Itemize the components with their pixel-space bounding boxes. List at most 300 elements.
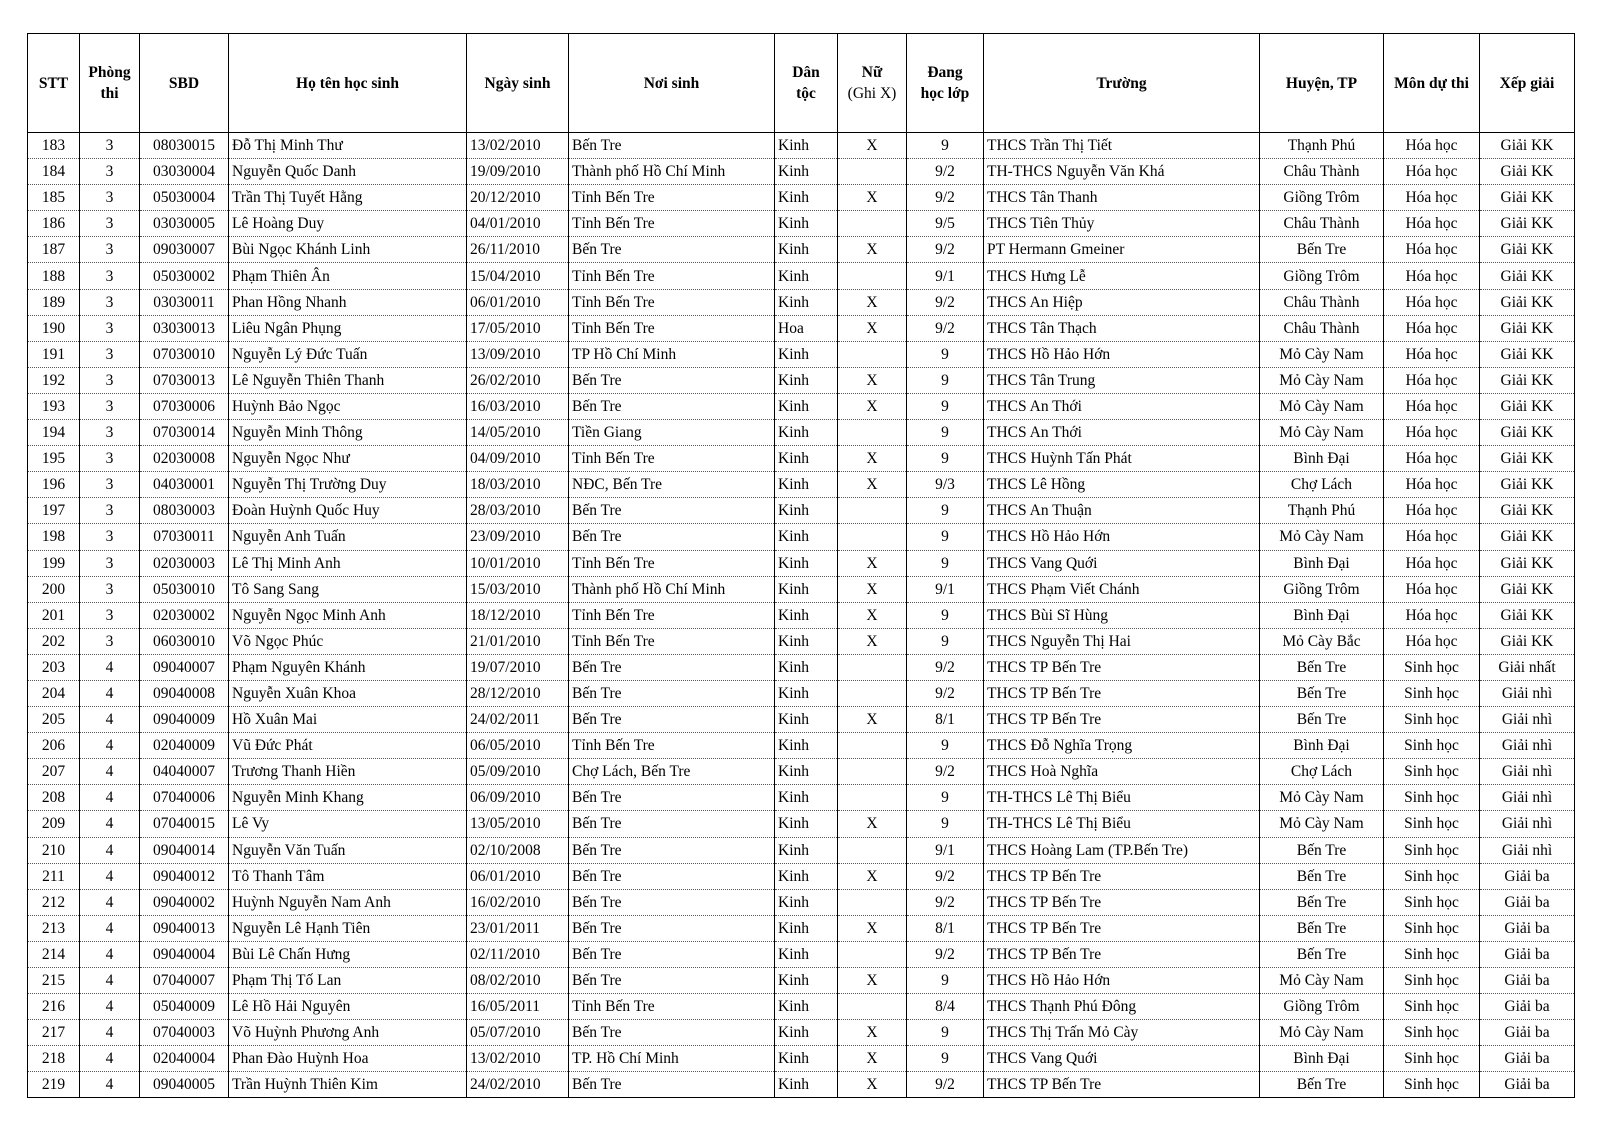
table-row [28,915,1575,941]
cell-ho-ten: Nguyễn Ngọc Minh Anh [229,602,467,628]
table-row [28,707,1575,733]
cell-ho-ten: Trương Thanh Hiền [229,759,467,785]
cell-xep-giai: Giải KK [1480,602,1575,628]
cell-mon-du-thi: Sinh học [1384,889,1480,915]
cell-sbd: 08030015 [140,133,229,159]
table-row [28,576,1575,602]
cell-noi-sinh: Tỉnh Bến Tre [569,628,775,654]
cell-sbd: 09040009 [140,707,229,733]
cell-nu: X [838,133,907,159]
table-row [28,133,1575,159]
cell-noi-sinh: Tỉnh Bến Tre [569,733,775,759]
cell-huyen-tp: Bến Tre [1260,941,1384,967]
cell-truong: THCS TP Bến Tre [984,889,1260,915]
cell-xep-giai: Giải KK [1480,263,1575,289]
cell-huyen-tp: Châu Thành [1260,159,1384,185]
results-table [27,33,1575,1098]
cell-noi-sinh: Bến Tre [569,393,775,419]
cell-nu: X [838,289,907,315]
cell-dan-toc: Kinh [775,1020,838,1046]
cell-phong-thi: 3 [80,315,140,341]
cell-xep-giai: Giải KK [1480,550,1575,576]
cell-sbd: 09040014 [140,837,229,863]
cell-huyen-tp: Bến Tre [1260,707,1384,733]
table-row [28,837,1575,863]
cell-ho-ten: Liêu Ngân Phụng [229,315,467,341]
table-row [28,315,1575,341]
cell-noi-sinh: Bến Tre [569,785,775,811]
cell-stt: 192 [28,367,80,393]
cell-dang-hoc-lop: 9 [907,524,984,550]
cell-nu: X [838,915,907,941]
table-row [28,994,1575,1020]
cell-stt: 213 [28,915,80,941]
cell-xep-giai: Giải ba [1480,915,1575,941]
cell-stt: 201 [28,602,80,628]
cell-dang-hoc-lop: 9/2 [907,289,984,315]
cell-dang-hoc-lop: 9 [907,393,984,419]
cell-ngay-sinh: 28/12/2010 [467,680,569,706]
cell-dan-toc: Kinh [775,420,838,446]
cell-truong: THCS Tiên Thủy [984,211,1260,237]
cell-truong: THCS Thạnh Phú Đông [984,994,1260,1020]
table-row [28,1072,1575,1098]
cell-ngay-sinh: 20/12/2010 [467,185,569,211]
cell-ho-ten: Vũ Đức Phát [229,733,467,759]
cell-nu [838,837,907,863]
cell-xep-giai: Giải KK [1480,211,1575,237]
cell-dang-hoc-lop: 8/1 [907,915,984,941]
cell-dang-hoc-lop: 9 [907,811,984,837]
header-sbd: SBD [140,34,229,133]
cell-xep-giai: Giải KK [1480,393,1575,419]
cell-ngay-sinh: 13/02/2010 [467,1046,569,1072]
cell-phong-thi: 3 [80,341,140,367]
cell-sbd: 05030004 [140,185,229,211]
table-row [28,446,1575,472]
cell-mon-du-thi: Hóa học [1384,628,1480,654]
cell-xep-giai: Giải KK [1480,472,1575,498]
cell-stt: 183 [28,133,80,159]
cell-mon-du-thi: Sinh học [1384,1072,1480,1098]
cell-nu [838,420,907,446]
cell-xep-giai: Giải nhất [1480,654,1575,680]
cell-sbd: 09040002 [140,889,229,915]
cell-dang-hoc-lop: 9 [907,446,984,472]
header-nu [838,34,907,133]
cell-stt: 203 [28,654,80,680]
cell-nu: X [838,393,907,419]
cell-huyen-tp: Châu Thành [1260,289,1384,315]
cell-ngay-sinh: 13/02/2010 [467,133,569,159]
cell-truong: THCS Hoà Nghĩa [984,759,1260,785]
header-noi-sinh: Nơi sinh [569,34,775,133]
header-xep-giai: Xếp giải [1480,34,1575,133]
table-row [28,941,1575,967]
cell-noi-sinh: Tỉnh Bến Tre [569,602,775,628]
cell-mon-du-thi: Hóa học [1384,133,1480,159]
cell-mon-du-thi: Hóa học [1384,576,1480,602]
cell-huyen-tp: Chợ Lách [1260,759,1384,785]
cell-huyen-tp: Bến Tre [1260,837,1384,863]
cell-dang-hoc-lop: 9/2 [907,654,984,680]
cell-noi-sinh: Bến Tre [569,837,775,863]
header-dan-toc [775,34,838,133]
header-truong: Trường [984,34,1260,133]
cell-stt: 188 [28,263,80,289]
cell-ngay-sinh: 14/05/2010 [467,420,569,446]
cell-noi-sinh: Tỉnh Bến Tre [569,263,775,289]
cell-noi-sinh: Bến Tre [569,654,775,680]
cell-phong-thi: 3 [80,211,140,237]
cell-dan-toc: Kinh [775,393,838,419]
cell-noi-sinh: Bến Tre [569,133,775,159]
cell-ho-ten: Nguyễn Quốc Danh [229,159,467,185]
cell-huyen-tp: Bến Tre [1260,915,1384,941]
cell-truong: THCS TP Bến Tre [984,915,1260,941]
cell-truong: THCS Huỳnh Tấn Phát [984,446,1260,472]
cell-truong: THCS An Thới [984,393,1260,419]
cell-dang-hoc-lop: 9/2 [907,863,984,889]
cell-dan-toc: Kinh [775,367,838,393]
header-phong-thi-line2: thi [100,85,119,102]
cell-huyen-tp: Mỏ Cày Nam [1260,393,1384,419]
cell-noi-sinh: Tỉnh Bến Tre [569,994,775,1020]
table-row [28,524,1575,550]
cell-nu: X [838,707,907,733]
cell-dan-toc: Kinh [775,759,838,785]
table-row [28,159,1575,185]
cell-dang-hoc-lop: 9 [907,1046,984,1072]
cell-nu [838,733,907,759]
cell-mon-du-thi: Sinh học [1384,811,1480,837]
cell-nu [838,524,907,550]
cell-sbd: 02030008 [140,446,229,472]
cell-dang-hoc-lop: 9/1 [907,576,984,602]
table-row [28,185,1575,211]
table-row [28,1020,1575,1046]
cell-nu: X [838,1020,907,1046]
cell-phong-thi: 4 [80,759,140,785]
cell-sbd: 05040009 [140,994,229,1020]
cell-mon-du-thi: Hóa học [1384,315,1480,341]
cell-truong: THCS Nguyễn Thị Hai [984,628,1260,654]
cell-nu: X [838,1072,907,1098]
cell-stt: 210 [28,837,80,863]
cell-noi-sinh: Chợ Lách, Bến Tre [569,759,775,785]
cell-stt: 214 [28,941,80,967]
cell-dang-hoc-lop: 9 [907,133,984,159]
cell-huyen-tp: Mỏ Cày Nam [1260,524,1384,550]
cell-mon-du-thi: Hóa học [1384,367,1480,393]
cell-sbd: 02040004 [140,1046,229,1072]
header-ngay-sinh: Ngày sinh [467,34,569,133]
cell-ho-ten: Tô Sang Sang [229,576,467,602]
cell-dang-hoc-lop: 9 [907,1020,984,1046]
cell-xep-giai: Giải KK [1480,289,1575,315]
cell-phong-thi: 4 [80,837,140,863]
cell-sbd: 07040015 [140,811,229,837]
cell-ho-ten: Lê Thị Minh Anh [229,550,467,576]
cell-nu [838,785,907,811]
cell-ngay-sinh: 18/03/2010 [467,472,569,498]
cell-dan-toc: Hoa [775,315,838,341]
cell-sbd: 09040008 [140,680,229,706]
cell-stt: 208 [28,785,80,811]
table-row [28,211,1575,237]
cell-huyen-tp: Giồng Trôm [1260,185,1384,211]
cell-nu: X [838,446,907,472]
cell-ho-ten: Lê Hoàng Duy [229,211,467,237]
cell-sbd: 04040007 [140,759,229,785]
cell-phong-thi: 3 [80,289,140,315]
cell-ho-ten: Bùi Lê Chấn Hưng [229,941,467,967]
cell-dan-toc: Kinh [775,837,838,863]
table-row [28,889,1575,915]
cell-mon-du-thi: Sinh học [1384,707,1480,733]
table-row [28,420,1575,446]
header-dang-hoc-lop-line1: Đang [927,64,963,81]
cell-ngay-sinh: 16/05/2011 [467,994,569,1020]
cell-ngay-sinh: 28/03/2010 [467,498,569,524]
cell-sbd: 07030010 [140,341,229,367]
cell-mon-du-thi: Hóa học [1384,159,1480,185]
cell-sbd: 07030006 [140,393,229,419]
cell-phong-thi: 3 [80,159,140,185]
cell-huyen-tp: Chợ Lách [1260,472,1384,498]
table-row [28,733,1575,759]
cell-stt: 198 [28,524,80,550]
cell-huyen-tp: Bình Đại [1260,1046,1384,1072]
cell-noi-sinh: Bến Tre [569,811,775,837]
cell-nu: X [838,185,907,211]
cell-ho-ten: Nguyễn Thị Trường Duy [229,472,467,498]
cell-noi-sinh: Tỉnh Bến Tre [569,550,775,576]
cell-phong-thi: 4 [80,707,140,733]
cell-mon-du-thi: Sinh học [1384,1046,1480,1072]
cell-phong-thi: 3 [80,472,140,498]
cell-ho-ten: Nguyễn Lý Đức Tuấn [229,341,467,367]
cell-dang-hoc-lop: 9/2 [907,941,984,967]
cell-ngay-sinh: 24/02/2011 [467,707,569,733]
results-sheet [27,33,1574,1098]
cell-phong-thi: 4 [80,785,140,811]
cell-ho-ten: Nguyễn Xuân Khoa [229,680,467,706]
cell-stt: 205 [28,707,80,733]
table-row [28,498,1575,524]
cell-noi-sinh: Tỉnh Bến Tre [569,446,775,472]
cell-nu [838,759,907,785]
cell-stt: 218 [28,1046,80,1072]
cell-xep-giai: Giải KK [1480,446,1575,472]
cell-phong-thi: 3 [80,446,140,472]
cell-sbd: 07040003 [140,1020,229,1046]
cell-ngay-sinh: 23/09/2010 [467,524,569,550]
cell-ngay-sinh: 13/05/2010 [467,811,569,837]
cell-dan-toc: Kinh [775,889,838,915]
cell-dan-toc: Kinh [775,1046,838,1072]
cell-huyen-tp: Mỏ Cày Nam [1260,785,1384,811]
cell-stt: 189 [28,289,80,315]
cell-phong-thi: 3 [80,133,140,159]
cell-ngay-sinh: 05/07/2010 [467,1020,569,1046]
cell-dang-hoc-lop: 9/2 [907,759,984,785]
header-dan-toc-line2: tộc [796,85,816,102]
cell-xep-giai: Giải ba [1480,941,1575,967]
cell-nu: X [838,968,907,994]
cell-xep-giai: Giải KK [1480,367,1575,393]
cell-mon-du-thi: Sinh học [1384,680,1480,706]
cell-dan-toc: Kinh [775,602,838,628]
cell-phong-thi: 3 [80,237,140,263]
cell-huyen-tp: Mỏ Cày Nam [1260,367,1384,393]
cell-truong: PT Hermann Gmeiner [984,237,1260,263]
cell-huyen-tp: Châu Thành [1260,211,1384,237]
cell-xep-giai: Giải KK [1480,341,1575,367]
cell-dan-toc: Kinh [775,472,838,498]
cell-dang-hoc-lop: 9 [907,341,984,367]
cell-xep-giai: Giải ba [1480,994,1575,1020]
cell-xep-giai: Giải nhì [1480,733,1575,759]
cell-dan-toc: Kinh [775,994,838,1020]
cell-ho-ten: Nguyễn Anh Tuấn [229,524,467,550]
cell-noi-sinh: Tỉnh Bến Tre [569,185,775,211]
cell-dan-toc: Kinh [775,733,838,759]
cell-sbd: 09040007 [140,654,229,680]
header-nu-line1: Nữ [861,64,883,81]
cell-nu [838,889,907,915]
cell-stt: 202 [28,628,80,654]
cell-ho-ten: Phan Hồng Nhanh [229,289,467,315]
table-row [28,550,1575,576]
cell-ho-ten: Đoàn Huỳnh Quốc Huy [229,498,467,524]
cell-dan-toc: Kinh [775,550,838,576]
cell-huyen-tp: Giồng Trôm [1260,263,1384,289]
cell-truong: THCS Tân Thanh [984,185,1260,211]
cell-truong: THCS Hưng Lễ [984,263,1260,289]
cell-phong-thi: 4 [80,968,140,994]
cell-noi-sinh: Bến Tre [569,680,775,706]
cell-sbd: 03030004 [140,159,229,185]
table-row [28,759,1575,785]
cell-phong-thi: 4 [80,1046,140,1072]
header-ho-ten: Họ tên học sinh [229,34,467,133]
cell-xep-giai: Giải ba [1480,1020,1575,1046]
cell-mon-du-thi: Hóa học [1384,524,1480,550]
cell-nu: X [838,315,907,341]
cell-dan-toc: Kinh [775,811,838,837]
cell-dang-hoc-lop: 9 [907,550,984,576]
cell-noi-sinh: Bến Tre [569,367,775,393]
table-row [28,289,1575,315]
cell-stt: 196 [28,472,80,498]
cell-phong-thi: 4 [80,889,140,915]
cell-huyen-tp: Bến Tre [1260,863,1384,889]
cell-stt: 184 [28,159,80,185]
cell-dan-toc: Kinh [775,654,838,680]
cell-stt: 215 [28,968,80,994]
cell-nu [838,994,907,1020]
cell-ngay-sinh: 21/01/2010 [467,628,569,654]
cell-huyen-tp: Mỏ Cày Nam [1260,341,1384,367]
table-row [28,680,1575,706]
cell-ho-ten: Nguyễn Minh Thông [229,420,467,446]
cell-stt: 194 [28,420,80,446]
cell-phong-thi: 3 [80,628,140,654]
cell-mon-du-thi: Sinh học [1384,785,1480,811]
cell-sbd: 08030003 [140,498,229,524]
cell-ngay-sinh: 16/03/2010 [467,393,569,419]
cell-ho-ten: Đỗ Thị Minh Thư [229,133,467,159]
cell-mon-du-thi: Hóa học [1384,289,1480,315]
cell-ho-ten: Lê Nguyễn Thiên Thanh [229,367,467,393]
cell-nu: X [838,237,907,263]
cell-dan-toc: Kinh [775,628,838,654]
cell-phong-thi: 4 [80,1020,140,1046]
cell-noi-sinh: Bến Tre [569,968,775,994]
cell-ngay-sinh: 19/09/2010 [467,159,569,185]
cell-mon-du-thi: Sinh học [1384,941,1480,967]
cell-nu [838,941,907,967]
cell-huyen-tp: Mỏ Cày Nam [1260,811,1384,837]
cell-ngay-sinh: 23/01/2011 [467,915,569,941]
cell-xep-giai: Giải ba [1480,1072,1575,1098]
cell-noi-sinh: Bến Tre [569,524,775,550]
cell-mon-du-thi: Hóa học [1384,550,1480,576]
cell-xep-giai: Giải ba [1480,968,1575,994]
cell-huyen-tp: Châu Thành [1260,315,1384,341]
cell-xep-giai: Giải nhì [1480,759,1575,785]
cell-truong: THCS An Thuận [984,498,1260,524]
cell-xep-giai: Giải KK [1480,159,1575,185]
cell-ngay-sinh: 10/01/2010 [467,550,569,576]
cell-mon-du-thi: Hóa học [1384,237,1480,263]
cell-mon-du-thi: Hóa học [1384,498,1480,524]
cell-mon-du-thi: Hóa học [1384,602,1480,628]
cell-huyen-tp: Bình Đại [1260,446,1384,472]
table-row [28,654,1575,680]
cell-huyen-tp: Mỏ Cày Nam [1260,968,1384,994]
cell-ho-ten: Võ Huỳnh Phương Anh [229,1020,467,1046]
cell-xep-giai: Giải KK [1480,133,1575,159]
cell-stt: 187 [28,237,80,263]
cell-mon-du-thi: Hóa học [1384,211,1480,237]
cell-ho-ten: Nguyễn Minh Khang [229,785,467,811]
cell-huyen-tp: Bến Tre [1260,1072,1384,1098]
cell-noi-sinh: Bến Tre [569,889,775,915]
cell-phong-thi: 4 [80,941,140,967]
cell-xep-giai: Giải KK [1480,576,1575,602]
cell-xep-giai: Giải ba [1480,863,1575,889]
cell-huyen-tp: Bến Tre [1260,889,1384,915]
cell-ngay-sinh: 05/09/2010 [467,759,569,785]
cell-phong-thi: 4 [80,1072,140,1098]
cell-nu: X [838,602,907,628]
cell-phong-thi: 4 [80,811,140,837]
cell-ho-ten: Phan Đào Huỳnh Hoa [229,1046,467,1072]
cell-huyen-tp: Bến Tre [1260,654,1384,680]
cell-dang-hoc-lop: 9 [907,785,984,811]
cell-dang-hoc-lop: 9 [907,420,984,446]
cell-ngay-sinh: 15/03/2010 [467,576,569,602]
cell-truong: THCS Lê Hồng [984,472,1260,498]
cell-huyen-tp: Mỏ Cày Nam [1260,1020,1384,1046]
cell-dan-toc: Kinh [775,968,838,994]
cell-ho-ten: Phạm Nguyên Khánh [229,654,467,680]
cell-dan-toc: Kinh [775,941,838,967]
cell-ngay-sinh: 17/05/2010 [467,315,569,341]
cell-ho-ten: Huỳnh Nguyễn Nam Anh [229,889,467,915]
